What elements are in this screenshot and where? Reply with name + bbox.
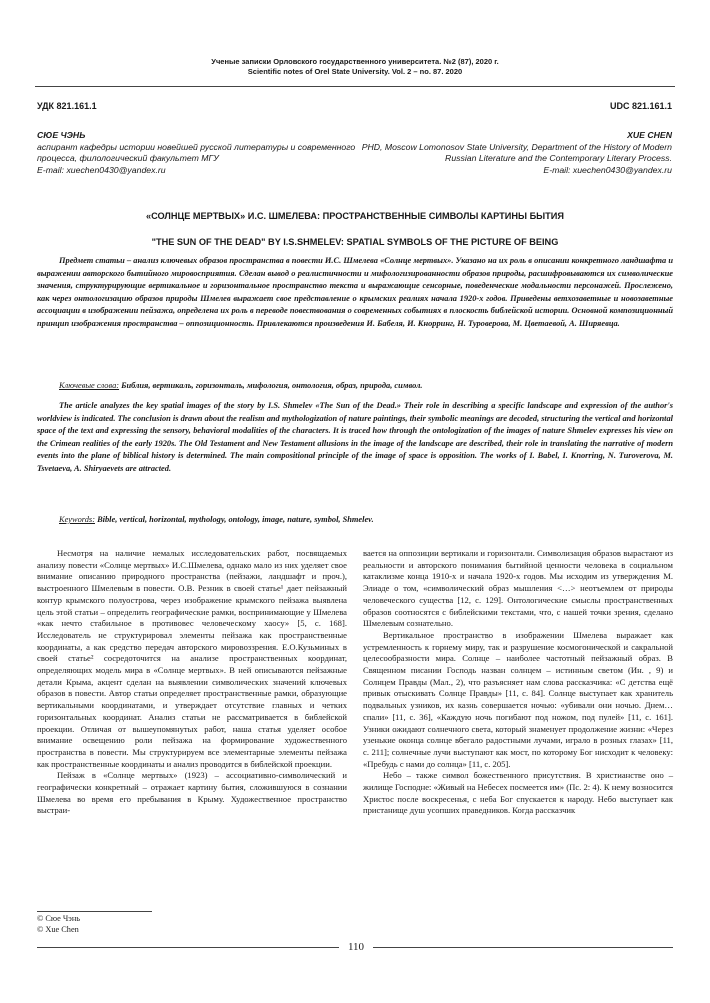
author-name-en: XUE CHEN [627, 130, 672, 140]
journal-header-ru: Ученые записки Орловского государственного университета. №2 (87), 2020 г. [211, 57, 499, 66]
keywords-text-ru: Библия, вертикаль, горизонталь, мифология, онтология, образ, природа, символ. [121, 381, 423, 390]
copyright-ru: © Сюе Чэнь [37, 914, 81, 923]
author-email-en: E-mail: xuechen0430@yandex.ru [543, 164, 672, 175]
keywords-en [37, 514, 673, 526]
author-block-ru [37, 130, 362, 176]
abstract-en: The article analyzes the key spatial images of the story by I.S. Shmelev «The Sun of the Dead.» Their role in describing a specific landscape and expression of the author's worldview is indicated. The conclusion is drawn about the realism and mythologization of nature paintings, their symbolic meanings are decoded, structuring the vertical and horizontal space of the text and expressing the sensory, behavioral modalities of the characters. It is traced how through the ontologization of the images of nature Shmelev expresses his view on the Crimean realities of the early 1920s. The Old Testament and New Testament allusions in the image of the landscape are described, their role in translating the narrative of modern events into the plane of biblical history is determined. The main compositional principle of the image of space is opposition. The works of I. Babel, I. Knorring, N. Turoverova, M. Tsvetaeva, A. Shiryaevets are attracted. [37, 401, 673, 473]
body-paragraph: Пейзаж в «Солнце мертвых» (1923) – ассоциативно-символический и географически конкретный – отражает картину бытия, сложившуюся в сознании Шмелева во время его пребывания в Крыму. Художественное пространство выстраи- [37, 770, 347, 816]
page-number: 110 [339, 939, 373, 955]
author-email-ru: E-mail: xuechen0430@yandex.ru [37, 164, 166, 175]
keywords-label-ru: Ключевые слова: [59, 381, 120, 390]
keywords-text-en: Bible, vertical, horizontal, mythology, ontology, image, nature, symbol, Shmelev. [97, 515, 374, 524]
keywords-label-en: Keywords: [59, 515, 95, 524]
udc-ru: УДК 821.161.1 [37, 101, 97, 111]
body-paragraph: Вертикальное пространство в изображении Шмелева выражает как устремленность к горнему миру, так и разрушение космогонической и сакральной целесообразности мира. Солнце – наиболее частотный пейзажный образ. В Священном писании Господь назван солнцем – истинным светом (Ин. , 9) и Солнцем Правды (Мал., 2), что разъясняет нам слова рассказчика: «С детства ещё привык отыскивать Солнце Правды» [11, с. 84]. Солнце выступает как хранитель подвальных узников, их казнь совершается ночью: «убивали они ночью. Днем… спали» [11, с. 36], «Каждую ночь погибают под ножом, под пулей» [11, с. 161]. Узники ожидают солнечного света, который знаменует продолжение жизни: «Через узенькие оконца солнце вбегало радостными лучами, играло в розных глазах» [11, с. 211]; солнечные лучи выступают как мост, по которому Бог нисходит к человеку: «Пребудь с нами до солнца» [11, с. 205]. [363, 629, 673, 769]
author-block-en [347, 130, 672, 176]
article-title-ru: «СОЛНЦЕ МЕРТВЫХ» И.С. ШМЕЛЕВА: ПРОСТРАНСТВЕННЫЕ СИМВОЛЫ КАРТИНЫ БЫТИЯ [146, 211, 564, 221]
body-paragraph: Несмотря на наличие немалых исследовательских работ, посвящаемых анализу повести «Солнце мертвых» И.С.Шмелева, однако мало из них уделяет свое внимание описанию природного пространства (пейзажи, ландшафт и проч.), выстроенного Шмелевым в повести. О.В. Резник в своей статье¹ дает пейзажный контур крымского полуострова, через изображение крымского пейзажа выявлена цель этой статьи – определить географические рамки, воспринимающие у Шмелева «как нечто стабильное в противовес человеческому хаосу» [5, с. 168]. Исследователь не структурировал элементы пейзажа как пространственные координаты, а как средство передач авторского мировоззрения. Е.О.Кузьминых в своей статье² сосредоточится на анализе пространственных координат, определяющих модель мира в «Солнце мертвых». В ней описываются пейзажные детали Крыма, акцент сделан на выявлении символических значений ключевых образов в повести. Автор статьи определяет пространственные рамки, образующие вертикальными координатами, и утверждает отсутствие главных и четких горизонтальных координат. Анализ статьи не рассматривается в библейской проекции. Отличая от вышеупомянутых работ, наша статья уделяет особое внимание освещению роли пейзажа на формирование художественного пространства в повести. Мы структурируем все элементарные элементы пейзажа как пространственные координаты и анализ проводится в библейской проекции. [37, 548, 347, 769]
journal-header-en: Scientific notes of Orel State University. Vol. 2 – no. 87. 2020 [247, 67, 463, 76]
author-affiliation-ru: аспирант кафедры истории новейшей русской литературы и современного процесса, филологический факультет МГУ [37, 141, 356, 164]
udc-en: UDC 821.161.1 [609, 101, 672, 111]
footnote-divider [37, 911, 152, 912]
body-column-left [37, 548, 347, 817]
article-title-en: "THE SUN OF THE DEAD" BY I.S.SHMELEV: SPATIAL SYMBOLS OF THE PICTURE OF BEING [151, 237, 559, 247]
abstract-ru: Предмет статьи – анализ ключевых образов пространства в повести И.С. Шмелева «Солнце мертвых». Указано на их роль в описании конкретного ландшафта и выражении авторского бытийного мировосприятия. Сделан вывод о реалистичности и мифологизированности образов природы, расшифровываются их символические значения, структурирующие вертикальное и горизонтальное пространство текста и выражающие сенсорные, поведенческие модальности персонажей. Прослежено, как через онтологизацию образов природы Шмелев выражает свое представление о крымских реалиях начала 1920-х годов. Приведены ветхозаветные и новозаветные ассоциации в изображении пейзажа, определена их роль в переводе повествования о современных событиях в плоскость библейской истории. Основной композиционный принцип изображения пространства – оппозиционность. Привлекаются произведения И. Бабеля, И. Кнорринг, Н. Туроверова, М. Цветаевой, А. Ширяевца. [37, 256, 673, 328]
journal-header [0, 57, 710, 77]
header-divider [35, 86, 675, 87]
keywords-ru [37, 380, 673, 392]
body-paragraph: Небо – также символ божественного присутствия. В христианстве оно – жилище Господне: «Живый на Небесех посмеется им» (Пс. 2: 4). К нему возносится Христос после воскресенья, с неба Бог спускается к народу. Небо выступает как пристанище душ усопших праведников. Когда рассказчик [363, 770, 673, 816]
author-affiliation-en: PHD, Moscow Lomonosov State University, Department of the History of Modern Russian Literature and the Contemporary Literary Process. [361, 141, 672, 164]
copyright-en: © Xue Chen [37, 925, 79, 934]
author-name-ru: СЮЕ ЧЭНЬ [37, 130, 86, 140]
body-column-right [363, 548, 673, 817]
body-paragraph: вается на оппозиции вертикали и горизонтали. Символизация образов вырастают из реальности и авторского понимания бытийной ценности человека в социальном катаклизме конца 1910-х и начала 1920-х годов. Мы исходим из утверждения М. Элиаде о том, «символический образ мышления <…> неотъемлем от природы человеческого существа [12, с. 129]. Онтологические смыслы пространственных образов соотносятся с библейскими текстами, что, с нашей точки зрения, сделано Шмелевым сознательно. [363, 548, 673, 629]
